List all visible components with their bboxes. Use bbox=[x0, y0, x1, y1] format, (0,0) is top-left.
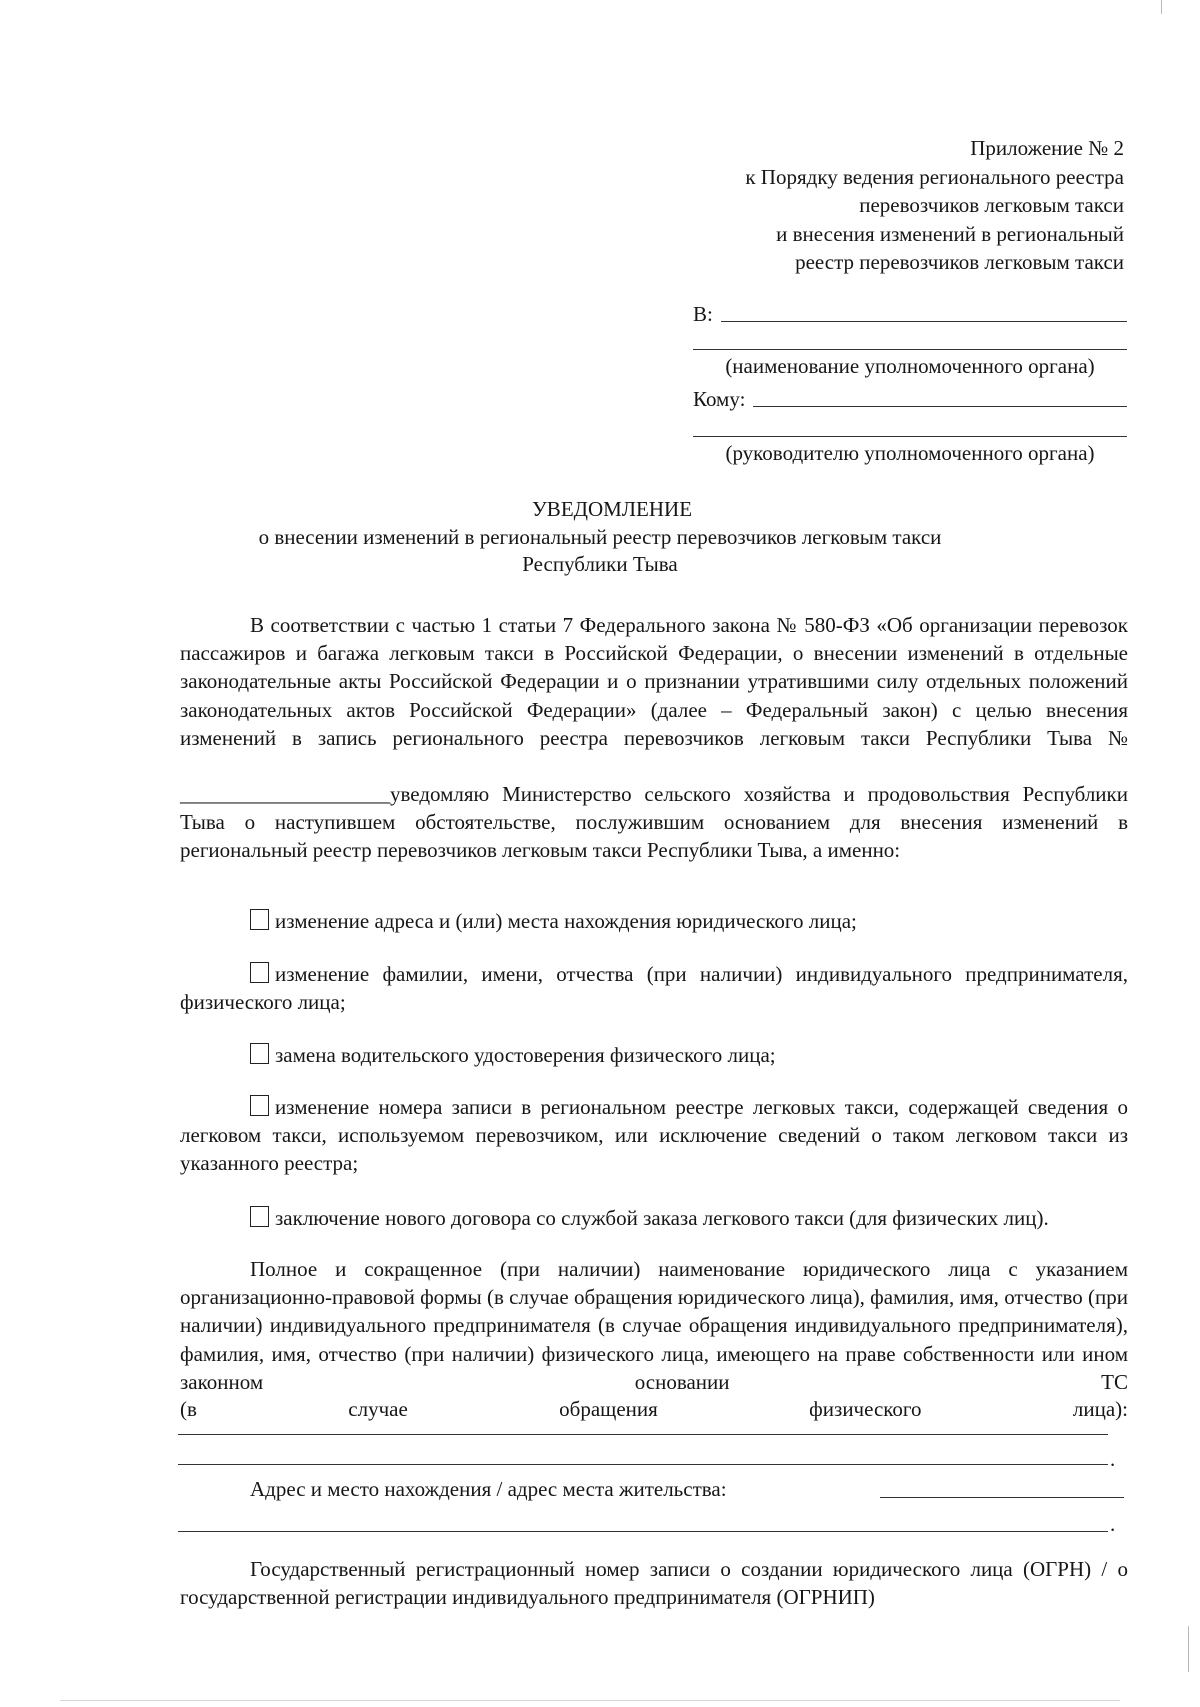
appendix-number: Приложение № 2 bbox=[970, 136, 1124, 160]
option-checkbox[interactable] bbox=[250, 1206, 269, 1227]
notice-subtitle-region: Республики Тыва bbox=[522, 552, 678, 576]
intro-text-b: уведомляю Министерство сельского хозяйства и продовольствия Республики Тыва о наступившем обстоятельстве, послужившим основанием для внесения изменений в региональный реестр перевозчиков легковым такси Республики Тыва, а именно: bbox=[180, 782, 1128, 863]
option-checkbox[interactable] bbox=[250, 1043, 269, 1064]
appendix-line: к Порядку ведения регионального реестра bbox=[745, 164, 1124, 189]
address-field-line-1[interactable] bbox=[880, 1497, 1124, 1498]
appendix-line: перевозчиков легковым такси bbox=[859, 193, 1124, 217]
intro-paragraph-a: В соответствии с частью 1 статьи 7 Федерального закона № 580-ФЗ «Об организации перевозок пассажиров и багажа легковым такси в Российской Федерации, о внесении изменений в отдельные законодательные акты Российской Федерации и о признании утратившими силу отдельных положений законодательных актов Российской Федерации» (далее – Федеральный закон) с целью внесения изменений в запись регионального реестра перевозчиков легковым такси Республики Тыва № bbox=[180, 613, 1128, 750]
option-label: изменение адреса и (или) места нахождения юридического лица; bbox=[275, 909, 857, 933]
whom-label: Кому: bbox=[693, 387, 746, 411]
option-label: заключение нового договора со службой заказа легкового такси (для физических лиц). bbox=[275, 1206, 1049, 1230]
option-checkbox[interactable] bbox=[250, 962, 269, 983]
option-label: замена водительского удостоверения физического лица; bbox=[275, 1043, 776, 1067]
whom-field[interactable] bbox=[753, 406, 1127, 407]
option-label: изменение номера записи в региональном реестре легковых такси, содержащей сведения о легковом такси, используемом перевозчиком, или исключение сведений о таком легковом такси из указанного реестра; bbox=[180, 1095, 1128, 1176]
to-field[interactable] bbox=[721, 321, 1127, 322]
appendix-line: и внесения изменений в региональный bbox=[776, 221, 1124, 246]
notice-subtitle: о внесении изменений в региональный реестр перевозчиков легковым такси bbox=[258, 525, 942, 549]
option-checkbox[interactable] bbox=[250, 1095, 269, 1116]
fullname-paragraph: Полное и сокращенное (при наличии) наименование юридического лица с указанием организационно-правовой формы (в случае обращения юридического лица), фамилия, имя, отчество (при наличии) индивидуального предпринимателя (в случае обращения индивидуального предпринимателя), фамилия, имя, отчество (при наличии) физического лица, имеющего на праве собственности или ином законном основании ТС bbox=[180, 1257, 1128, 1394]
scan-edge-mark-right bbox=[1188, 1626, 1189, 1672]
to-caption: (наименование уполномоченного органа) bbox=[725, 354, 1095, 378]
address-period: . bbox=[1110, 1512, 1116, 1536]
to-field-line-2[interactable] bbox=[693, 349, 1127, 350]
notice-title: УВЕДОМЛЕНИЕ bbox=[531, 497, 693, 521]
option-checkbox[interactable] bbox=[250, 909, 269, 930]
address-field-line-2[interactable] bbox=[178, 1531, 1108, 1532]
registry-number-blank[interactable]: ____________________ bbox=[180, 782, 390, 806]
option-name-change bbox=[180, 960, 1128, 1016]
fullname-period: . bbox=[1110, 1447, 1116, 1471]
fullname-field-line-2[interactable] bbox=[178, 1464, 1108, 1465]
option-record-number-change bbox=[180, 1093, 1128, 1178]
scan-edge-mark-bottom bbox=[60, 1700, 1120, 1701]
option-label: изменение фамилии, имени, отчества (при наличии) индивидуального предпринимателя, физического лица; bbox=[180, 962, 1128, 1015]
addressee-to bbox=[693, 302, 1127, 379]
appendix-header bbox=[604, 134, 1124, 277]
whom-caption: (руководителю уполномоченного органа) bbox=[725, 441, 1095, 465]
appendix-line: реестр перевозчиков легковым такси bbox=[795, 250, 1124, 274]
scan-edge-mark-top bbox=[1161, 0, 1162, 14]
fullname-field-line-1[interactable] bbox=[178, 1434, 1108, 1435]
option-address-change bbox=[180, 907, 1128, 935]
intro-paragraph-b bbox=[180, 780, 1128, 865]
to-label: В: bbox=[693, 302, 713, 326]
option-license-replace bbox=[180, 1041, 1128, 1069]
option-new-contract bbox=[180, 1204, 1128, 1232]
addressee-whom bbox=[693, 387, 1127, 466]
ogrn-paragraph: Государственный регистрационный номер записи о создании юридического лица (ОГРН) / о государственной регистрации индивидуального предпринимателя (ОГРНИП) bbox=[180, 1557, 1128, 1610]
whom-field-line-2[interactable] bbox=[693, 436, 1127, 437]
address-label: Адрес и место нахождения / адрес места жительства: bbox=[250, 1477, 727, 1501]
fullname-last-line: (в случае обращения физического лица): bbox=[180, 1397, 1128, 1421]
